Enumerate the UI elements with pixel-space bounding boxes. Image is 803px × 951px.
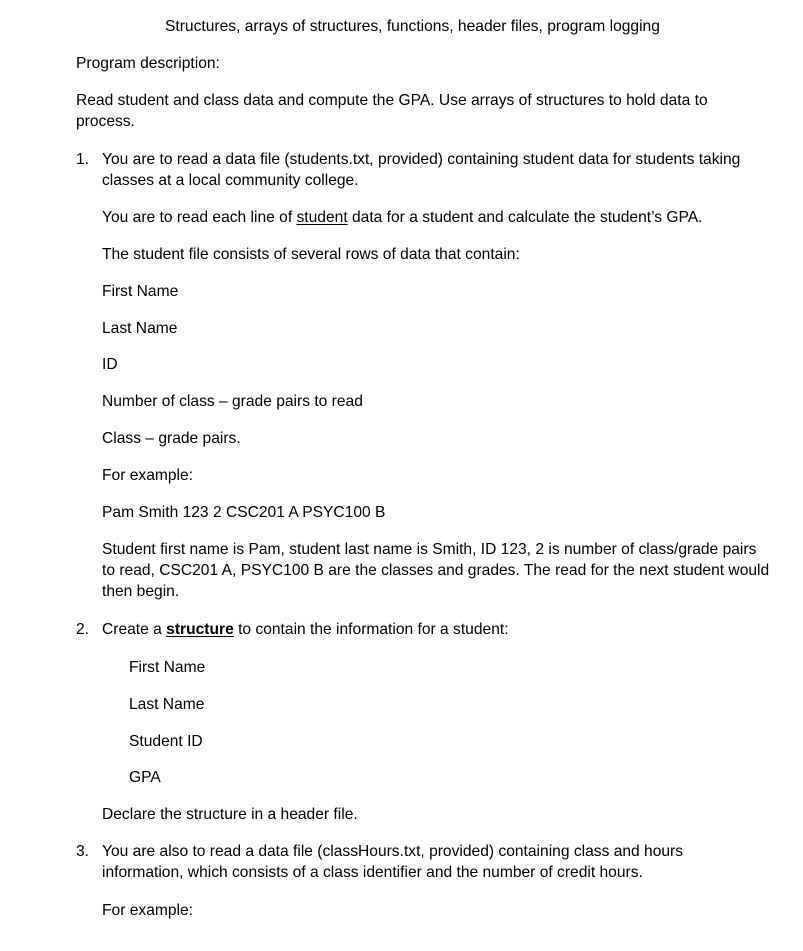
field-class-grade-pairs: Class – grade pairs. bbox=[102, 430, 241, 447]
item-1-read-instruction bbox=[102, 207, 703, 228]
item-2-number: 2. bbox=[76, 621, 90, 638]
field-id: ID bbox=[102, 356, 118, 373]
item-1-paragraph: You are to read a data file (students.txt, provided) containing student data for students taking classes at a local community college. bbox=[102, 151, 741, 189]
item-2-closing: Declare the structure in a header file. bbox=[102, 806, 358, 823]
read-instruction-before: You are to read each line of bbox=[102, 209, 297, 226]
struct-field-first-name: First Name bbox=[129, 659, 206, 676]
program-description-label: Program description: bbox=[76, 55, 220, 72]
field-number-of-pairs: Number of class – grade pairs to read bbox=[102, 393, 363, 410]
item-1-example-label: For example: bbox=[102, 467, 193, 484]
item-2-lead-before: Create a bbox=[102, 621, 167, 638]
read-instruction-after: data for a student and calculate the student’s GPA. bbox=[347, 209, 703, 226]
struct-field-gpa: GPA bbox=[129, 769, 161, 786]
field-first-name: First Name bbox=[102, 283, 179, 300]
intro-paragraph: Read student and class data and compute the GPA. Use arrays of structures to hold data to process. bbox=[76, 92, 708, 130]
field-last-name: Last Name bbox=[102, 320, 178, 337]
item-2-lead bbox=[102, 619, 509, 640]
item-3-example-label: For example: bbox=[102, 902, 193, 919]
item-1-file-description: The student file consists of several rows of data that contain: bbox=[102, 246, 520, 263]
read-instruction-underlined: student bbox=[296, 209, 348, 226]
struct-field-student-id: Student ID bbox=[129, 733, 203, 750]
struct-field-last-name: Last Name bbox=[129, 696, 205, 713]
item-3-paragraph: You are also to read a data file (classHours.txt, provided) containing class and hours information, which consists of a class identifier and the number of credit hours. bbox=[102, 843, 684, 881]
page-title: Structures, arrays of structures, functions, header files, program logging bbox=[165, 18, 660, 35]
item-2-structure-keyword: structure bbox=[166, 621, 234, 638]
item-1-number: 1. bbox=[76, 151, 90, 168]
item-1-explanation: Student first name is Pam, student last name is Smith, ID 123, 2 is number of class/grade pairs to read, CSC201 A, PSYC100 B are the classes and grades. The read for the next student would then begin. bbox=[102, 541, 770, 600]
item-2-lead-after: to contain the information for a student: bbox=[233, 621, 509, 638]
item-3-number: 3. bbox=[76, 843, 90, 860]
item-1-example-line: Pam Smith 123 2 CSC201 A PSYC100 B bbox=[102, 504, 386, 521]
